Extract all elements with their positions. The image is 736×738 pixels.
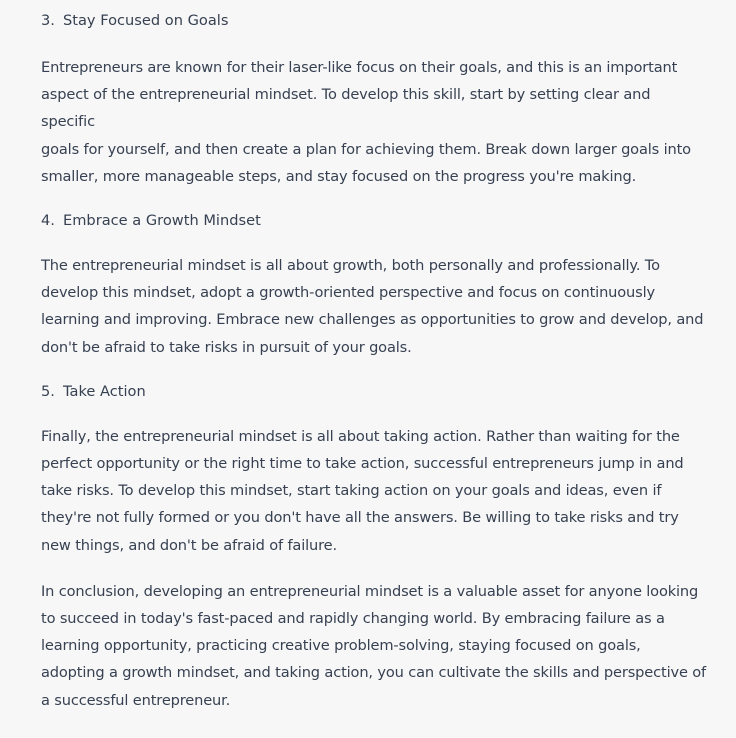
- paragraph-line: In conclusion, developing an entrepreneurial mindset is a valuable asset for anyone looking: [41, 582, 699, 600]
- section-number: 4.: [41, 212, 55, 230]
- paragraph-line: Finally, the entrepreneurial mindset is all about taking action. Rather than waiting for the: [41, 427, 680, 445]
- paragraph-line: a successful entrepreneur.: [41, 691, 231, 709]
- paragraph-line: they're not fully formed or you don't have all the answers. Be willing to take risks and try: [41, 509, 679, 527]
- section-number: 5.: [41, 382, 55, 400]
- section-heading-4: [41, 208, 708, 234]
- paragraph-line: aspect of the entrepreneurial mindset. To develop this skill, start by setting clear and specific: [41, 86, 651, 131]
- paragraph-line: smaller, more manageable steps, and stay focused on the progress you're making.: [41, 167, 637, 185]
- paragraph-line: Entrepreneurs are known for their laser-like focus on their goals, and this is an important: [41, 59, 678, 76]
- paragraph-line: goals for yourself, and then create a plan for achieving them. Break down larger goals into: [41, 140, 691, 158]
- paragraph-line: perfect opportunity or the right time to take action, successful entrepreneurs jump in and: [41, 455, 684, 473]
- paragraph-line: new things, and don't be afraid of failure.: [41, 536, 337, 554]
- conclusion-paragraph: [41, 578, 708, 714]
- section-paragraph-3: [41, 54, 708, 190]
- section-paragraph-4: [41, 252, 708, 361]
- section-title: Stay Focused on Goals: [63, 12, 229, 29]
- section-title: Embrace a Growth Mindset: [63, 212, 261, 230]
- paragraph-line: develop this mindset, adopt a growth-oriented perspective and focus on continuously: [41, 284, 655, 302]
- section-number: 3.: [41, 12, 55, 29]
- section-heading-3: [41, 8, 708, 34]
- section-paragraph-5: [41, 423, 708, 559]
- paragraph-line: learning opportunity, practicing creative problem-solving, staying focused on goals,: [41, 637, 641, 655]
- paragraph-line: The entrepreneurial mindset is all about growth, both personally and professionally. To: [41, 257, 660, 275]
- section-title: Take Action: [63, 382, 146, 400]
- paragraph-line: take risks. To develop this mindset, start taking action on your goals and ideas, even if: [41, 482, 662, 500]
- paragraph-line: to succeed in today's fast-paced and rapidly changing world. By embracing failure as a: [41, 610, 665, 628]
- section-heading-5: [41, 379, 708, 405]
- paragraph-line: adopting a growth mindset, and taking action, you can cultivate the skills and perspective of: [41, 664, 707, 682]
- paragraph-line: don't be afraid to take risks in pursuit of your goals.: [41, 338, 412, 356]
- paragraph-line: learning and improving. Embrace new challenges as opportunities to grow and develop, and: [41, 311, 704, 329]
